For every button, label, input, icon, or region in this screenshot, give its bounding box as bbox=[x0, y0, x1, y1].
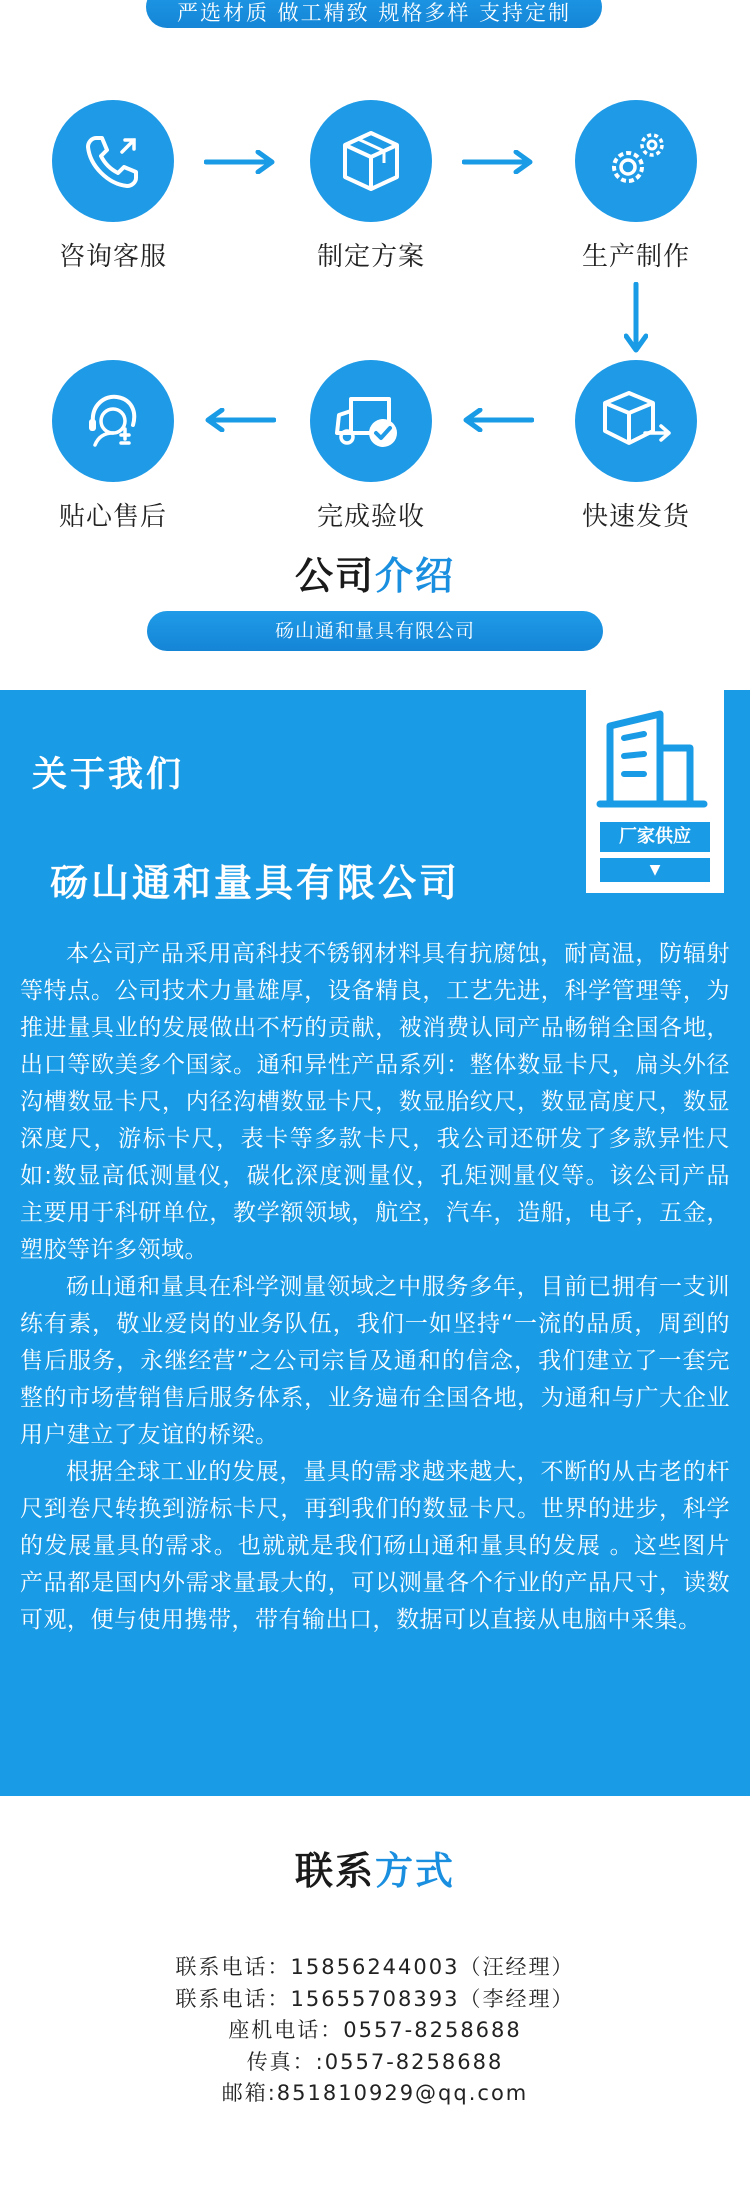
contact-phone-2: 联系电话：15655708393（李经理） bbox=[175, 1986, 575, 2011]
step-acceptance bbox=[276, 360, 466, 533]
contact-title bbox=[0, 1840, 750, 1895]
contact-email: 邮箱:851810929@qq.com bbox=[221, 2081, 529, 2105]
truck-check-icon bbox=[331, 385, 411, 457]
intro-title-accent: 介绍 bbox=[375, 554, 456, 598]
step-consult-circle bbox=[52, 100, 174, 222]
company-name: 砀山通和量具有限公司 bbox=[50, 861, 461, 905]
factory-supply-badge bbox=[586, 690, 724, 893]
gears-icon bbox=[596, 121, 676, 201]
about-title: 关于我们 bbox=[32, 755, 185, 795]
about-section bbox=[0, 690, 750, 1796]
step-plan bbox=[276, 100, 466, 273]
about-paragraph: 砀山通和量具在科学测量领域之中服务多年，目前已拥有一支训练有素，敬业爱岗的业务队伍，我们一如坚持“一流的品质，周到的售后服务，永继经营”之公司宗旨及通和的信念，我们建立了一套完整的市场营销售后服务体系，业务遍布全国各地，为通和与广大企业用户建立了友谊的桥梁。 bbox=[20, 1274, 730, 1448]
company-name-pill-text: 砀山通和量具有限公司 bbox=[274, 620, 475, 642]
step-consult-label: 咨询客服 bbox=[58, 242, 167, 272]
factory-supply-label: 厂家供应 bbox=[600, 822, 710, 852]
step-production bbox=[541, 100, 731, 273]
about-body bbox=[20, 936, 730, 1639]
step-aftersales bbox=[18, 360, 208, 533]
step-shipping-circle bbox=[575, 360, 697, 482]
step-acceptance-label: 完成验收 bbox=[316, 502, 425, 532]
step-consult bbox=[18, 100, 208, 273]
arrow-right-icon bbox=[462, 150, 534, 174]
contact-title-accent: 方式 bbox=[375, 1849, 456, 1893]
contact-phone-1: 联系电话：15856244003（汪经理） bbox=[175, 1955, 575, 1979]
contact-landline: 座机电话：0557-8258688 bbox=[228, 2018, 522, 2042]
step-acceptance-circle bbox=[310, 360, 432, 482]
contact-fax: 传真：:0557-8258688 bbox=[246, 2049, 504, 2074]
support-agent-icon bbox=[77, 385, 149, 457]
step-aftersales-label: 贴心售后 bbox=[58, 502, 167, 532]
about-paragraph: 本公司产品采用高科技不锈钢材料具有抗腐蚀，耐高温，防辐射等特点。公司技术力量雄厚，设备精良，工艺先进，科学管理等，为推进量具业的发展做出不朽的贡献，被消费认同产品畅销全国各地，出口等欧美多个国家。通和异性产品系列：整体数显卡尺，扁头外径沟槽数显卡尺，内径沟槽数显卡尺，数显胎纹尺，数显高度尺，数显深度尺，游标卡尺，表卡等多款卡尺，我公司还研发了多款异性尺如:数显高低测量仪，碳化深度测量仪，孔矩测量仪等。该公司产品主要用于科研单位，教学额领域，航空，汽车，造船，电子，五金，塑胶等许多领域。 bbox=[20, 941, 730, 1263]
arrow-right-icon bbox=[204, 150, 276, 174]
shipping-box-icon bbox=[597, 385, 675, 457]
contact-title-plain: 联系 bbox=[294, 1849, 375, 1893]
about-paragraph: 根据全球工业的发展，量具的需求越来越大，不断的从古老的杆尺到卷尺转换到游标卡尺，再到我们的数显卡尺。世界的进步，科学的发展量具的需求。也就就是我们砀山通和量具的发展 。这些图片产品都是国内外需求量最大的，可以测量各个行业的产品尺寸，读数可观，便与使用携带，带有输出口，数据可以直接从电脑中采集。 bbox=[20, 1459, 730, 1633]
step-shipping bbox=[541, 360, 731, 533]
intro-title bbox=[0, 545, 750, 600]
step-aftersales-circle bbox=[52, 360, 174, 482]
arrow-down-icon bbox=[624, 282, 648, 354]
phone-icon bbox=[78, 126, 148, 196]
step-shipping-label: 快速发货 bbox=[581, 502, 690, 532]
arrow-left-icon bbox=[204, 408, 276, 432]
building-icon bbox=[586, 704, 724, 814]
step-plan-label: 制定方案 bbox=[316, 242, 425, 272]
intro-title-plain: 公司 bbox=[294, 554, 375, 598]
box-icon bbox=[335, 125, 407, 197]
tagline-text: 严选材质 做工精致 规格多样 支持定制 bbox=[176, 1, 572, 25]
step-production-label: 生产制作 bbox=[581, 242, 690, 272]
chevron-down-icon: ▼ bbox=[600, 858, 710, 882]
arrow-left-icon bbox=[462, 408, 534, 432]
contact-info bbox=[0, 1952, 750, 2110]
step-production-circle bbox=[575, 100, 697, 222]
step-plan-circle bbox=[310, 100, 432, 222]
tagline-banner bbox=[146, 0, 602, 28]
company-name-pill bbox=[147, 611, 603, 651]
